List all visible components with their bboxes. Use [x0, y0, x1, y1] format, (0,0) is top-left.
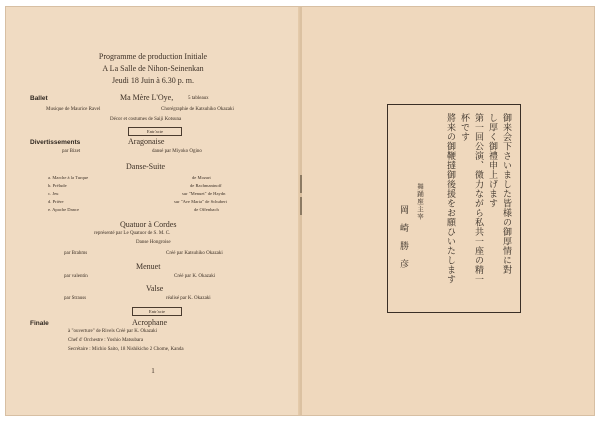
entracte-box-1: Entr'acte	[128, 127, 182, 136]
message-line-5: 將来の御鞭撻御後援をお願ひいたします	[446, 113, 456, 284]
header-line-2: A La Salle de Nihon-Seinenkan	[102, 64, 204, 73]
ballet-music: Musique de Maurice Ravel	[46, 107, 101, 112]
section-divertissements: Divertissements	[30, 139, 81, 146]
ballet-decor: Décor et costumes de Saiji Kotsuna	[110, 117, 182, 122]
aragonaise-title: Aragonaise	[128, 137, 165, 146]
menuet-composer: par valentin	[64, 274, 88, 279]
valse-composer: par Strauss	[64, 296, 87, 301]
page-number: 1	[151, 367, 155, 375]
section-finale: Finale	[30, 320, 49, 327]
menuet-creator: Créé par K. Okazaki	[174, 274, 216, 279]
message-frame	[387, 104, 521, 313]
danse-suite-title: Danse-Suite	[126, 162, 166, 171]
aragonaise-composer: par Bizet	[62, 149, 81, 154]
aragonaise-dancer: dansé par Miyoko Ogino	[152, 149, 202, 154]
ballet-tableaux: 5 tableaux	[188, 96, 209, 101]
danse-suite-item-e: e. Apache Dance	[48, 207, 79, 212]
danse-suite-item-c: c. Jeu	[48, 191, 59, 196]
quatuor-composer: par Brahms	[64, 251, 88, 256]
right-page	[302, 7, 594, 415]
danse-suite-item-a-composer: de Mozart	[192, 175, 211, 180]
danse-suite-item-b: b. Prélude	[48, 183, 67, 188]
signature-title: 舞踊座主宰	[416, 183, 423, 221]
header-line-1: Programme de production Initiale	[98, 52, 208, 61]
message-line-2: し厚く御禮申上げます	[488, 113, 498, 208]
danse-suite-item-e-composer: de Offenbach	[194, 207, 219, 212]
finale-title: Acrophane	[132, 318, 168, 327]
quatuor-piece: Danse Hongroise	[136, 240, 171, 245]
danse-suite-item-d: d. Prière	[48, 199, 64, 204]
quatuor-title: Quatuor à Cordes	[120, 220, 177, 229]
left-page	[6, 7, 300, 415]
message-line-4: 杯です	[460, 113, 470, 142]
signature-name: 岡崎勝彦	[399, 205, 409, 277]
danse-suite-item-d-composer: sur "Ave Maria" de Schubert	[174, 199, 227, 204]
message-line-1: 御来会下さいました皆様の御厚情に對	[502, 113, 512, 275]
ballet-choreography: Chorégraphie de Katsuhiko Okazaki	[161, 107, 234, 112]
danse-suite-item-c-composer: sur "Menuet" de Haydn	[182, 191, 226, 196]
section-ballet: Ballet	[30, 95, 48, 102]
quatuor-performer: représenté par Le Quatuor de S. M. C.	[94, 231, 171, 236]
menuet-title: Menuet	[136, 262, 161, 271]
finale-line-1: à "ouverture" de Rivels Créé par K. Okazaki	[68, 329, 158, 334]
finale-line-2: Chef d' Orchestre : Yoshio Matsubara	[68, 338, 144, 343]
valse-creator: réalisé par K. Okazaki	[166, 296, 211, 301]
danse-suite-item-b-composer: de Rachmaninoff	[190, 183, 222, 188]
danse-suite-item-a: a. Marche à la Turque	[48, 175, 89, 180]
valse-title: Valse	[146, 284, 164, 293]
header-line-3: Jeudi 18 Juin à 6.30 p. m.	[112, 76, 194, 85]
entracte-box-2: Entr'acte	[132, 307, 182, 316]
finale-line-3: Secrétaire : Michio Saito, 18 Nishikicho 2 Chome, Kanda	[68, 347, 184, 352]
programme-spread	[6, 7, 594, 415]
quatuor-creator: Créé par Katsuhiko Okazaki	[166, 251, 223, 256]
ballet-title: Ma Mère L'Oye,	[120, 93, 174, 102]
message-line-3: 第一回公演、微力ながら私共一座の精一	[474, 113, 484, 284]
